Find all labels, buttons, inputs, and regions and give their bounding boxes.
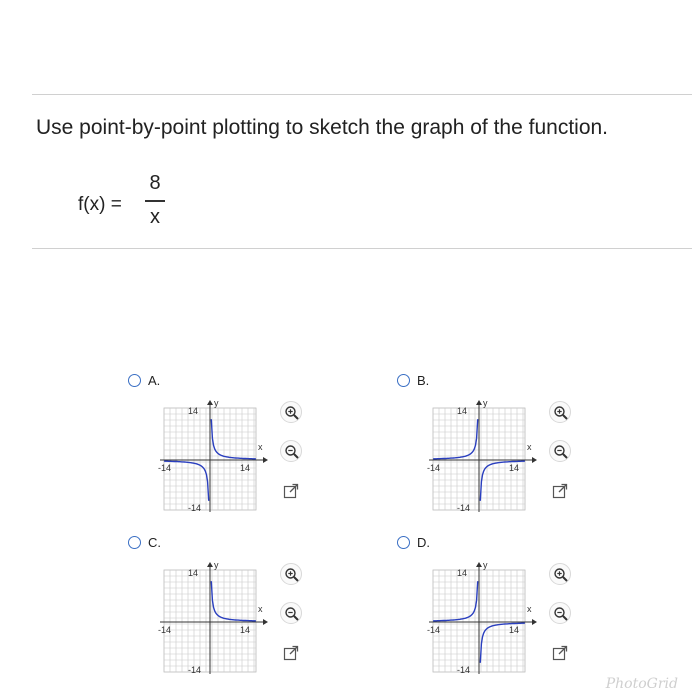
y-axis-label: y	[214, 560, 219, 570]
tick-bottom-label: -14	[188, 665, 202, 675]
zoom-in-button[interactable]	[549, 563, 571, 585]
option-letter: B.	[417, 373, 430, 388]
zoom-out-button[interactable]	[549, 602, 571, 624]
option-c[interactable]	[128, 536, 328, 686]
popout-button[interactable]	[549, 480, 571, 502]
fraction-bar	[145, 200, 165, 202]
popout-button[interactable]	[280, 480, 302, 502]
tick-top-label: 14	[188, 406, 199, 416]
tick-top-label: 14	[188, 568, 199, 578]
bottom-divider	[32, 248, 692, 249]
fraction-numerator: 8	[149, 172, 161, 194]
option-graph	[425, 560, 543, 678]
y-axis-arrow	[476, 562, 482, 567]
zoom-in-button[interactable]	[280, 563, 302, 585]
option-graph	[425, 398, 543, 516]
tick-neg-label: -14	[427, 625, 441, 635]
zoom-out-button[interactable]	[280, 602, 302, 624]
option-letter: C.	[148, 535, 161, 550]
popout-button[interactable]	[280, 642, 302, 664]
tick-bottom-label: -14	[457, 665, 471, 675]
radio-button[interactable]	[397, 536, 410, 549]
option-b[interactable]	[397, 374, 597, 524]
zoom-out-button[interactable]	[280, 440, 302, 462]
tick-top-label: 14	[457, 568, 468, 578]
option-letter: A.	[148, 373, 161, 388]
option-graph	[156, 398, 274, 516]
tick-pos-label: 14	[509, 625, 520, 635]
radio-button[interactable]	[128, 374, 141, 387]
x-axis-label: x	[258, 604, 263, 614]
x-axis-arrow	[263, 457, 268, 463]
tick-bottom-label: -14	[457, 503, 471, 513]
zoom-in-button[interactable]	[549, 401, 571, 423]
x-axis-arrow	[263, 619, 268, 625]
top-divider	[32, 94, 692, 95]
function-lhs: f(x) =	[78, 194, 122, 215]
question-text: Use point-by-point plotting to sketch the graph of the function.	[36, 116, 609, 139]
y-axis-arrow	[207, 562, 213, 567]
y-axis-label: y	[214, 398, 219, 408]
tick-pos-label: 14	[240, 625, 251, 635]
tick-pos-label: 14	[240, 463, 251, 473]
x-axis-label: x	[527, 442, 532, 452]
tick-bottom-label: -14	[188, 503, 202, 513]
y-axis-arrow	[207, 400, 213, 405]
radio-button[interactable]	[128, 536, 141, 549]
tick-neg-label: -14	[427, 463, 441, 473]
y-axis-arrow	[476, 400, 482, 405]
watermark: PhotoGrid	[605, 676, 678, 692]
tick-neg-label: -14	[158, 625, 172, 635]
tick-pos-label: 14	[509, 463, 520, 473]
option-a[interactable]	[128, 374, 328, 524]
tick-neg-label: -14	[158, 463, 172, 473]
function-expression	[78, 172, 198, 242]
option-letter: D.	[417, 535, 430, 550]
radio-button[interactable]	[397, 374, 410, 387]
popout-button[interactable]	[549, 642, 571, 664]
x-axis-arrow	[532, 457, 537, 463]
x-axis-label: x	[258, 442, 263, 452]
y-axis-label: y	[483, 398, 488, 408]
fraction-denominator: x	[150, 206, 160, 228]
x-axis-arrow	[532, 619, 537, 625]
zoom-out-button[interactable]	[549, 440, 571, 462]
option-d[interactable]	[397, 536, 597, 686]
option-graph	[156, 560, 274, 678]
zoom-in-button[interactable]	[280, 401, 302, 423]
y-axis-label: y	[483, 560, 488, 570]
tick-top-label: 14	[457, 406, 468, 416]
x-axis-label: x	[527, 604, 532, 614]
